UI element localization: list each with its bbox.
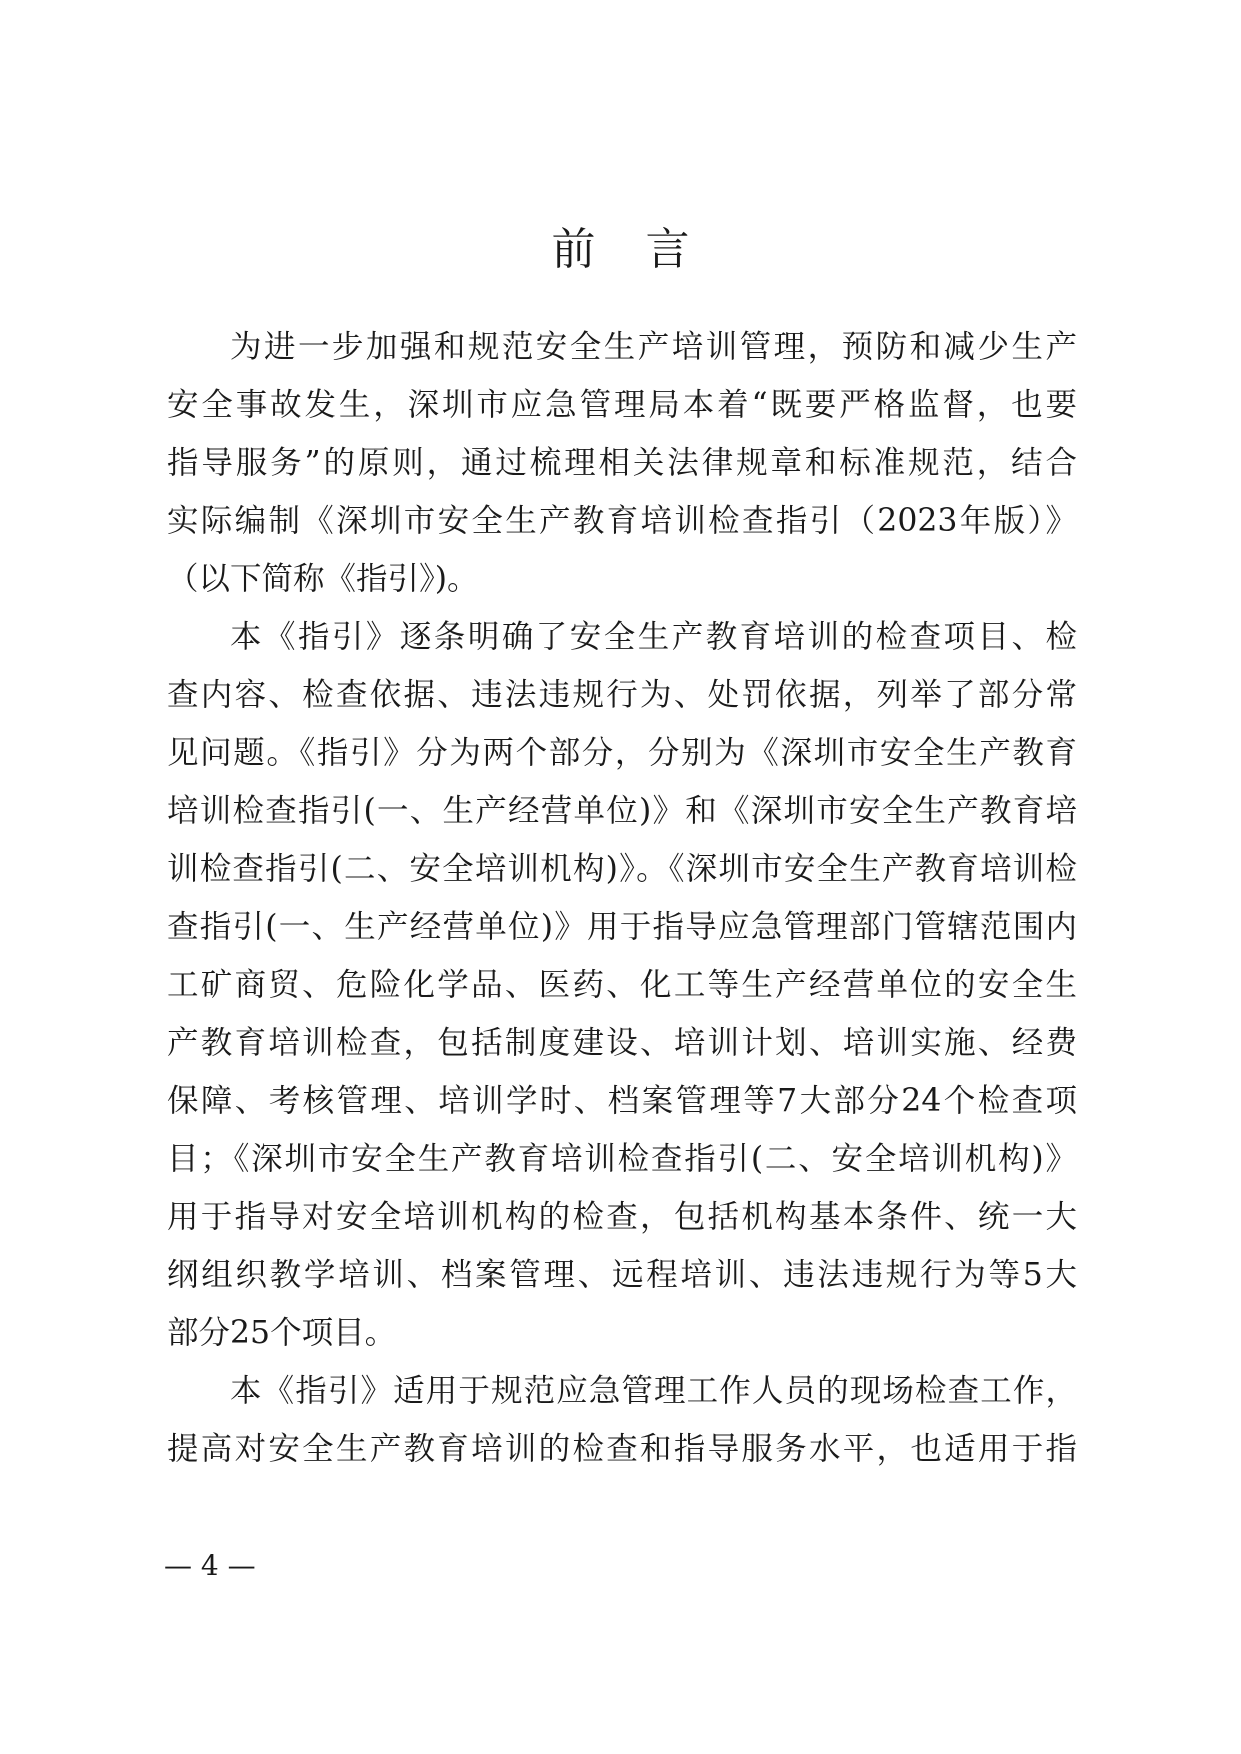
paragraph xyxy=(167,318,1077,608)
text-line: 部分25个项目。 xyxy=(167,1315,397,1351)
text-line: 查内容、检查依据、违法违规行为、处罚依据，列举了部分常 xyxy=(167,677,1077,713)
text-line: 安全事故发生，深圳市应急管理局本着“既要严格监督，也要 xyxy=(167,387,1077,423)
text-line: 查指引(一、生产经营单位)》用于指导应急管理部门管辖范围内 xyxy=(167,909,1077,945)
text-line: 本《指引》适用于规范应急管理工作人员的现场检查工作， xyxy=(230,1373,1077,1409)
text-line: 产教育培训检查，包括制度建设、培训计划、培训实施、经费 xyxy=(167,1025,1077,1061)
text-line: 为进一步加强和规范安全生产培训管理，预防和减少生产 xyxy=(230,329,1077,365)
text-line: 实际编制《深圳市安全生产教育培训检查指引（2023年版）》 xyxy=(167,503,1077,539)
page-title: 前 言 xyxy=(551,224,708,275)
text-line: 用于指导对安全培训机构的检查，包括机构基本条件、统一大 xyxy=(167,1199,1077,1235)
text-line: 训检查指引(二、安全培训机构)》。《深圳市安全生产教育培训检 xyxy=(167,851,1077,887)
page-number: — 4 — xyxy=(164,1549,256,1582)
text-line: （以下简称《指引》)。 xyxy=(167,561,479,597)
text-line: 培训检查指引(一、生产经营单位)》和《深圳市安全生产教育培 xyxy=(167,793,1077,829)
text-line: 保障、考核管理、培训学时、档案管理等7大部分24个检查项 xyxy=(167,1083,1077,1119)
text-line: 目；《深圳市安全生产教育培训检查指引(二、安全培训机构)》 xyxy=(167,1141,1077,1177)
text-line: 见问题。《指引》分为两个部分，分别为《深圳市安全生产教育 xyxy=(167,735,1077,771)
body-text xyxy=(167,318,1077,1478)
text-line: 纲组织教学培训、档案管理、远程培训、违法违规行为等5大 xyxy=(167,1257,1077,1293)
paragraph xyxy=(167,608,1077,1362)
text-line: 工矿商贸、危险化学品、医药、化工等生产经营单位的安全生 xyxy=(167,967,1077,1003)
text-line: 本《指引》逐条明确了安全生产教育培训的检查项目、检 xyxy=(230,619,1077,655)
text-line: 指导服务”的原则，通过梳理相关法律规章和标准规范，结合 xyxy=(167,445,1077,481)
text-line: 提高对安全生产教育培训的检查和指导服务水平，也适用于指 xyxy=(167,1431,1077,1467)
paragraph xyxy=(167,1362,1077,1478)
